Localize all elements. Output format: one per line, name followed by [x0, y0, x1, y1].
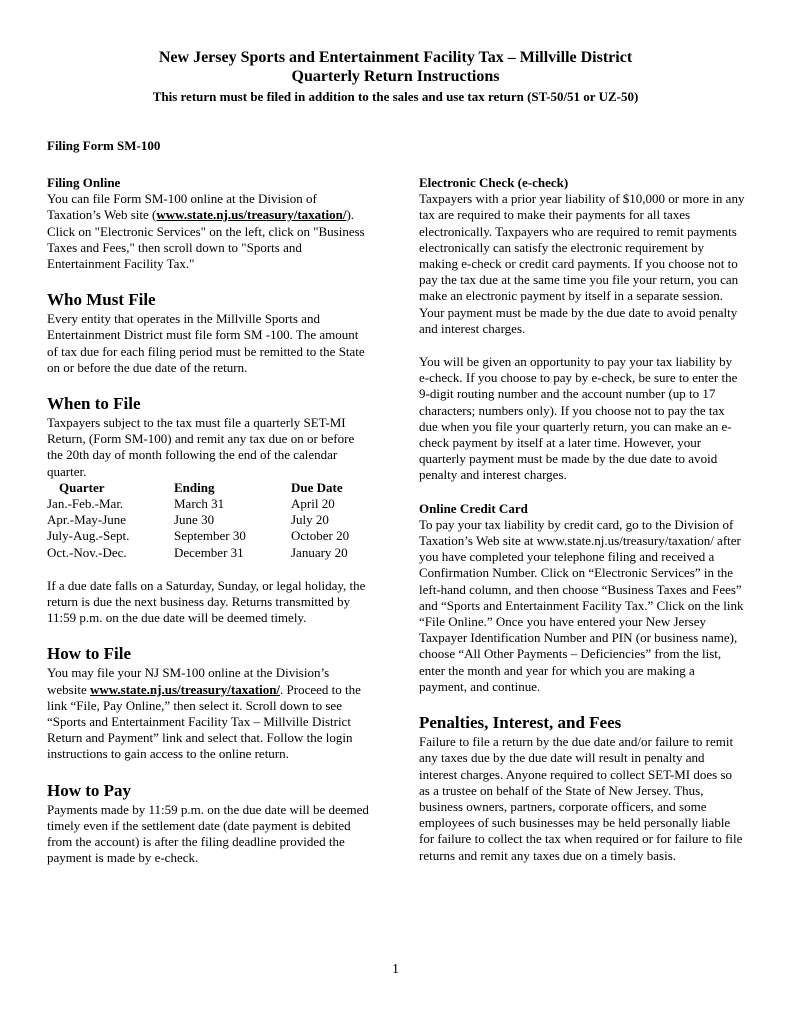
how-to-file-heading: How to File — [47, 644, 132, 664]
who-must-file-heading: Who Must File — [47, 290, 156, 310]
table-header-row — [47, 480, 371, 496]
penalties-text: Failure to file a return by the due date and/or failure to remit any taxes due by the due date will result in penalty and interest charges. Anyone required to collect SET-MI does so as a trustee on behalf of the State of New Jersey. Thus, business owners, partners, corporate officers, and some employees of such businesses may be held personally liable for failure to collect the tax when required or for failure to file returns and remit any taxes due on a timely basis. — [419, 734, 743, 863]
electronic-check-para1: Taxpayers with a prior year liability of $10,000 or more in any tax are required to make their payments for all taxes electronically. Taxpayers who are required to remit payments electronically can satisfy the electronic requirement by making e-check or credit card payments. If you choose not to pay the tax due at the same time you file your return, you can make an electronic payment by itself in a separate session. Your payment must be made by the due date to avoid penalty and interest charges. — [419, 191, 745, 336]
table-row — [47, 545, 371, 561]
filing-form-heading: Filing Form SM-100 — [47, 138, 161, 153]
how-to-file-text-after: . Proceed to the link “File, Pay Online,” then select it. Scroll down to see “Sports and Entertainment Facility Tax – Millville District Return and Payment” link and select that. Follow the login instructions to gain access to the online return. — [47, 681, 361, 762]
table-header-ending: Ending — [174, 479, 215, 495]
document-title-line2: Quarterly Return Instructions — [291, 68, 500, 85]
online-credit-card-section — [419, 501, 745, 695]
filing-online-text — [47, 191, 371, 272]
how-to-file-text-before: You may file your NJ SM-100 online at the Division’s website — [47, 665, 330, 697]
filing-online-section — [47, 175, 371, 272]
table-row — [47, 528, 371, 544]
how-to-pay-text: Payments made by 11:59 p.m. on the due date will be deemed timely even if the settlement date (date payment is debited from the account) is after the filing deadline provided the payment is made by e-check. — [47, 801, 369, 866]
how-to-pay-section — [47, 780, 371, 867]
table-cell: July 20 — [291, 512, 329, 528]
table-row — [47, 496, 371, 512]
table-row — [47, 512, 371, 528]
document-title: New Jersey Sports and Entertainment Facility Tax – Millville District — [158, 49, 633, 66]
who-must-file-text: Every entity that operates in the Millville Sports and Entertainment District must file form SM -100. The amount of tax due for each filing period must be remitted to the State on or before the due date of the return. — [47, 311, 365, 375]
how-to-file-section — [47, 643, 371, 762]
table-cell: December 31 — [174, 544, 244, 560]
when-to-file-text: Taxpayers subject to the tax must file a quarterly SET-MI Return, (Form SM-100) and remit any tax due on or before the 20th day of month following the end of the calendar quarter. — [47, 415, 355, 479]
table-cell: Apr.-May-June — [47, 512, 127, 528]
table-cell: January 20 — [291, 544, 348, 560]
due-date-table — [47, 480, 371, 561]
online-credit-card-heading: Online Credit Card — [419, 500, 528, 516]
document-subtitle: This return must be filed in addition to the sales and use tax return (ST-50/51 or UZ-50) — [152, 89, 639, 104]
right-column — [419, 175, 745, 864]
filing-online-text-before: You can file Form SM-100 online at the Division of Taxation’s Web site ( — [47, 191, 317, 223]
table-cell: July-Aug.-Sept. — [47, 528, 130, 544]
electronic-check-para2: You will be given an opportunity to pay your tax liability by e-check. If you choose to pay by e-check, be sure to enter the 9-digit routing number and the account number (up to 17 characters; numbers only). If you choose not to pay the tax due when you file your quarterly return, you can make an e-check payment by itself at a later time. However, your quarterly payment must be made by the due date to avoid penalty and interest charges. — [419, 354, 738, 483]
taxation-website-link[interactable]: www.state.nj.us/treasury/taxation/ — [156, 207, 347, 223]
who-must-file-section — [47, 289, 371, 376]
filing-online-heading: Filing Online — [47, 175, 121, 190]
table-header-quarter: Quarter — [59, 479, 105, 495]
how-to-pay-heading: How to Pay — [47, 780, 132, 800]
table-cell: October 20 — [291, 528, 350, 544]
page-number: 1 — [392, 962, 399, 977]
filing-online-text-after: ). Click on "Electronic Services" on the left, click on "Business Taxes and Fees," then scroll down to "Sports and Entertainment Facility Tax." — [47, 207, 365, 272]
online-credit-card-text: To pay your tax liability by credit card, go to the Division of Taxation’s Web site at www.state.nj.us/treasury/taxation/ after you have completed your telephone filing and received a Confirmation Number. Click on “Electronic Services” in the left-hand column, and then choose “Business Taxes and Fees” and “Sports and Entertainment Facility Tax.” Click on the link “File Online.” Once you have entered your New Jersey Taxpayer Identification Number and PIN (or business name), choose “All Other Payments – Deficiencies” from the list, enter the month and year for which you are making a payment, and continue. — [419, 516, 744, 694]
table-cell: Oct.-Nov.-Dec. — [47, 544, 127, 560]
division-website-link[interactable]: www.state.nj.us/treasury/taxation/ — [89, 681, 281, 697]
table-cell: June 30 — [174, 512, 215, 528]
when-to-file-section — [47, 393, 371, 626]
table-cell: Jan.-Feb.-Mar. — [47, 496, 124, 512]
table-cell: March 31 — [174, 496, 225, 512]
table-cell: April 20 — [291, 496, 335, 512]
when-to-file-heading: When to File — [47, 394, 141, 414]
table-header-due-date: Due Date — [291, 479, 343, 495]
how-to-file-text — [47, 665, 371, 762]
penalties-heading: Penalties, Interest, and Fees — [419, 713, 622, 733]
penalties-section — [419, 712, 745, 864]
electronic-check-section — [419, 175, 745, 484]
left-column — [47, 175, 371, 867]
due-date-note: If a due date falls on a Saturday, Sunday, or legal holiday, the return is due the next business day. Returns transmitted by 11:59 p.m. on the due date will be deemed timely. — [47, 577, 366, 626]
electronic-check-heading: Electronic Check (e-check) — [419, 175, 569, 190]
table-cell: September 30 — [174, 528, 246, 544]
